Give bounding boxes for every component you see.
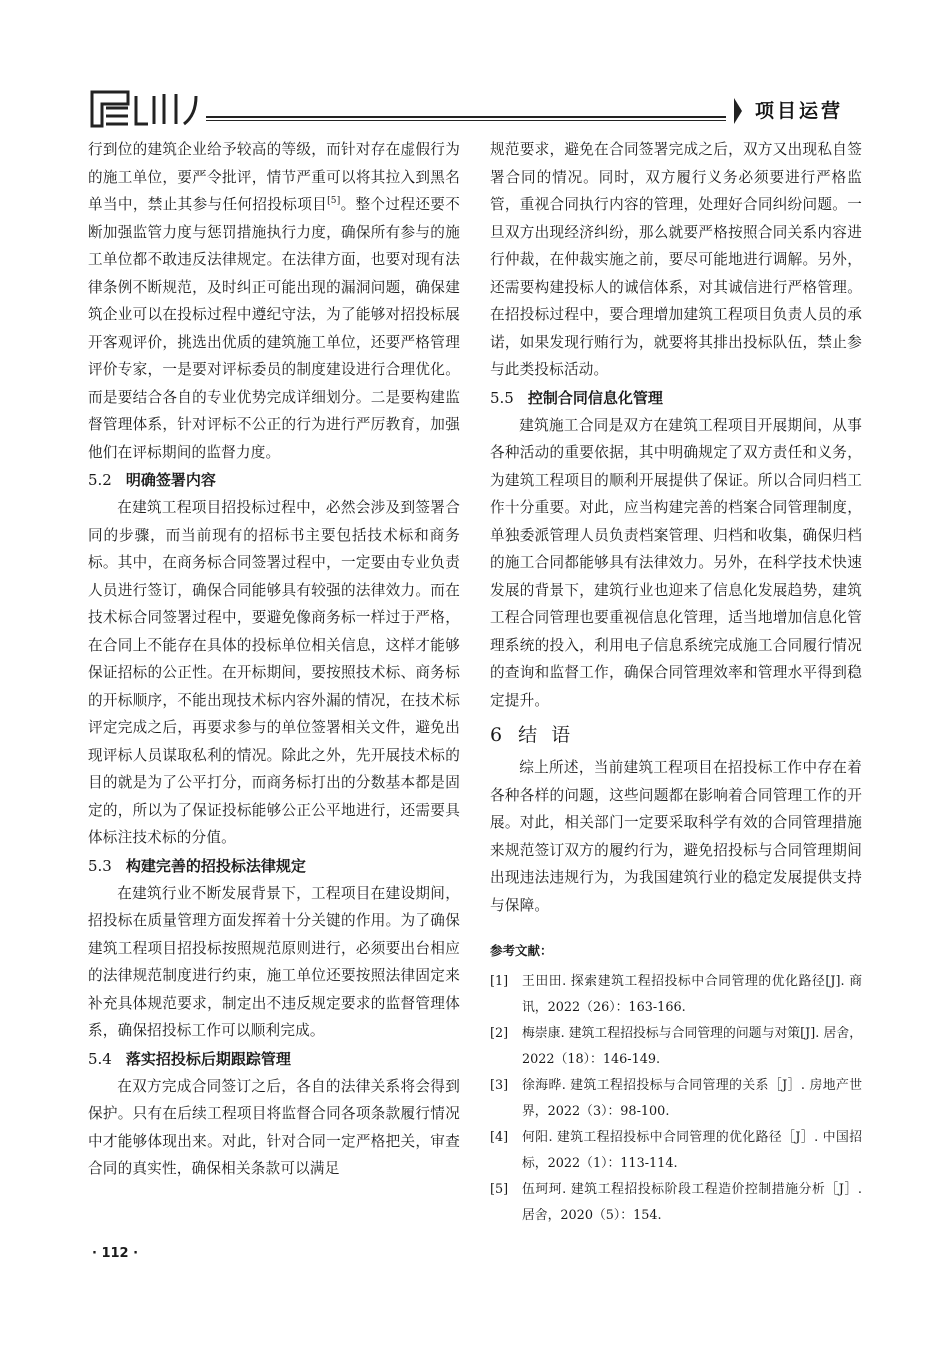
paragraph: 在建筑工程项目招投标过程中，必然会涉及到签署合同的步骤，而当前现有的招标书主要包括技术标和商务标。其中，在商务标合同签署过程中，一定要由专业负责人员进行签订，确保合同能够具有较强的法律效力。而在技术标合同签署过程中，要避免像商务标一样过于严格，在合同上不能存在具体的投标单位相关信息，这样才能够保证招标的公正性。在开标期间，要按照技术标、商务标的开标顺序，不能出现技术标内容外漏的情况，在技术标评定完成之后，再要求参与的单位签署相关文件，避免出现评标人员谋取私利的情况。除此之外，先开展技术标的目的就是为了公平打分，而商务标打出的分数基本都是固定的，所以为了保证投标能够公正公平地进行，还需要具体标注技术标的分值。 [88, 499, 460, 846]
reference-item: [5] 伍珂珂. 建筑工程招投标阶段工程造价控制措施分析［J］. 居舍，2020（5）：154. [490, 1182, 862, 1223]
reference-item: [4] 何阳. 建筑工程招投标中合同管理的优化路径［J］. 中国招标，2022（1）：113-114. [490, 1130, 862, 1171]
left-column [88, 136, 460, 1183]
section-heading-5-4: 5.4 落实招投标后期跟踪管理 [88, 1049, 291, 1068]
reference-item: [2] 梅崇康. 建筑工程招投标与合同管理的问题与对策[J]. 居舍，2022（18）：146-149. [490, 1026, 862, 1067]
references-list [490, 969, 862, 1229]
header-rule [206, 116, 726, 118]
section-heading-6: 6 结 语 [490, 724, 575, 746]
paragraph: 行到位的建筑企业给予较高的等级，而针对存在虚假行为的施工单位，要严令批评，情节严重可以将其拉入到黑名单当中，禁止其参与任何招投标项目[5]。整个过程还要不断加强监管力度与惩罚措施执行力度，确保所有参与的施工单位都不敢违反法律规定。在法律方面，也要对现有法律条例不断规范，及时纠正可能出现的漏洞问题，确保建筑企业可以在投标过程中遵纪守法，为了能够对招投标展开客观评价，挑选出优质的建筑施工单位，还要严格管理评价专家，一是要对评标委员的制度建设进行合理优化。而是要结合各自的专业优势完成详细划分。二是要构建监督管理体系，针对评标不公正的行为进行严厉教育，加强他们在评标期间的监督力度。 [88, 141, 460, 461]
header-rule-thin [206, 120, 726, 121]
paragraph: 规范要求，避免在合同签署完成之后，双方又出现私自签署合同的情况。同时，双方履行义务必须要进行严格监管，重视合同执行内容的管理，处理好合同纠纷问题。一旦双方出现经济纠纷，那么就要严格按照合同关系内容进行仲裁，在仲裁实施之前，要尽可能地进行调解。另外，还需要构建投标人的诚信体系，对其诚信进行严格管理。在招投标过程中，要合理增加建筑工程项目负责人员的承诺，如果发现行贿行为，就要将其排出投标队伍，禁止参与此类投标活动。 [490, 141, 862, 378]
section-label: 项目运营 [730, 96, 868, 126]
section-heading-5-2: 5.2 明确签署内容 [88, 471, 216, 489]
reference-item: [3] 徐海晔. 建筑工程招投标与合同管理的关系［J］. 房地产世界，2022（3）：98-100. [490, 1078, 862, 1119]
section-heading-5-5: 5.5 控制合同信息化管理 [490, 388, 663, 407]
section-heading-5-3: 5.3 构建完善的招投标法律规定 [88, 856, 306, 875]
paragraph: 在建筑行业不断发展背景下，工程项目在建设期间，招投标在质量管理方面发挥着十分关键的作用。为了确保建筑工程项目招投标按照规范原则进行，必须要出台相应的法律规范制度进行约束，施工单位还要按照法律固定来补充具体规范要求，制定出不违反规定要求的监督管理体系，确保招投标工作可以顺利完成。 [88, 884, 460, 1039]
reference-item: [1] 王田田. 探索建筑工程招投标中合同管理的优化路径[J]. 商讯，2022（26）：163-166. [490, 974, 862, 1015]
right-column [490, 136, 862, 1229]
paragraph: 在双方完成合同签订之后，各自的法律关系将会得到保护。只有在后续工程项目将监督合同各项条款履行情况中才能够体现出来。对此，针对合同一定严格把关，审查合同的真实性，确保相关条款可以满足 [88, 1077, 460, 1177]
paragraph: 建筑施工合同是双方在建筑工程项目开展期间，从事各种活动的重要依据，其中明确规定了双方责任和义务，为建筑工程项目的顺利开展提供了保证。所以合同归档工作十分重要。对此，应当构建完善的档案合同管理制度，单独委派管理人员负责档案管理、归档和收集，确保归档的施工合同都能够具有法律效力。另外，在科学技术快速发展的背景下，建筑行业也迎来了信息化发展趋势，建筑工程合同管理也要重视信息化管理，适当地增加信息化管理系统的投入，利用电子信息系统完成施工合同履行情况的查询和监督工作，确保合同管理效率和管理水平得到稳定提升。 [490, 416, 862, 709]
references-title: 参考文献： [490, 943, 553, 958]
paragraph: 综上所述，当前建筑工程项目在招投标工作中存在着各种各样的问题，这些问题都在影响着合同管理工作的开展。对此，相关部门一定要采取科学有效的合同管理措施来规范签订双方的履约行为，避免招投标与合同管理期间出现违法违规行为，为我国建筑行业的稳定发展提供支持与保障。 [490, 759, 862, 914]
citation: [5] [327, 196, 341, 207]
journal-logo [88, 88, 200, 130]
page-header [88, 88, 868, 132]
page-number: · 112 · [92, 1246, 139, 1261]
